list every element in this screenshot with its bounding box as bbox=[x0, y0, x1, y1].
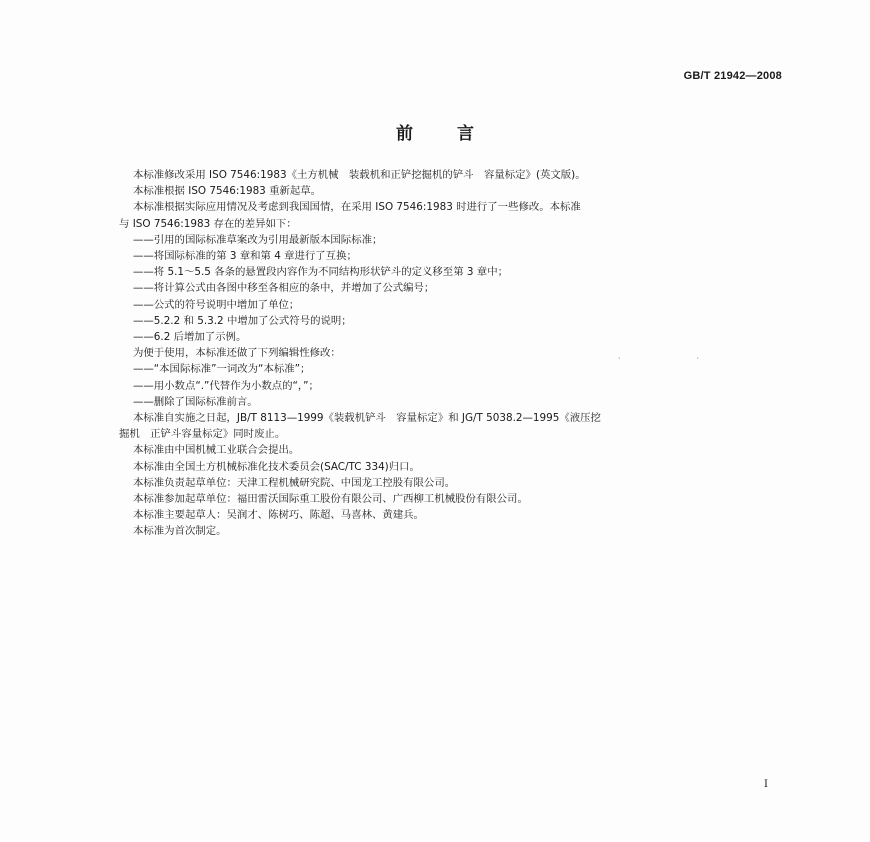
paragraph: ——用小数点“.”代替作为小数点的“，”； bbox=[133, 379, 319, 392]
paragraph: ——将计算公式由各图中移至各相应的条中，并增加了公式编号； bbox=[133, 282, 435, 295]
paragraph: 本标准自实施之日起，JB/T 8113—1999《装载机铲斗 容量标定》和 JG/T 5038.2—1995《液压挖 bbox=[133, 412, 601, 425]
paragraph: ——5.2.2 和 5.3.2 中增加了公式符号的说明； bbox=[133, 314, 352, 327]
paragraph: 本标准由全国土方机械标准化技术委员会(SAC/TC 334)归口。 bbox=[133, 460, 420, 473]
paragraph: ——将 5.1～5.5 各条的悬置段内容作为不同结构形状铲斗的定义移至第 3 章中； bbox=[133, 266, 508, 279]
paragraph: 本标准根据 ISO 7546:1983 重新起草。 bbox=[133, 185, 322, 198]
paragraph: ——“本国际标准”一词改为“本标准”； bbox=[133, 363, 311, 376]
paragraph: ——引用的国际标准草案改为引用最新版本国际标准； bbox=[133, 233, 383, 246]
paragraph: ——公式的符号说明中增加了单位； bbox=[133, 298, 300, 311]
paragraph: 本标准负责起草单位：天津工程机械研究院、中国龙工控股有限公司。 bbox=[133, 476, 456, 489]
paragraph: 为便于使用，本标准还做了下列编辑性修改： bbox=[133, 347, 341, 360]
page-title: 前言 bbox=[396, 124, 518, 144]
paragraph: 本标准根据实际应用情况及考虑到我国国情，在采用 ISO 7546:1983 时进行了一些修改。本标准 bbox=[133, 201, 581, 214]
paragraph: 本标准由中国机械工业联合会提出。 bbox=[133, 444, 300, 457]
page-number: I bbox=[764, 779, 768, 790]
paragraph: 本标准主要起草人：吴润才、陈树巧、陈超、马喜林、黄建兵。 bbox=[133, 509, 424, 522]
paragraph: ——将国际标准的第 3 章和第 4 章进行了互换； bbox=[133, 250, 357, 263]
paragraph: ——6.2 后增加了示例。 bbox=[133, 331, 247, 344]
paragraph: 与 ISO 7546:1983 存在的差异如下： bbox=[119, 217, 297, 230]
paragraph: 掘机 正铲斗容量标定》同时废止。 bbox=[119, 428, 286, 441]
paragraph: 本标准修改采用 ISO 7546:1983《土方机械 装载机和正铲挖掘机的铲斗 容量标定》(英文版)。 bbox=[133, 169, 586, 181]
standard-code: GB/T 21942—2008 bbox=[683, 70, 782, 82]
paragraph: 本标准参加起草单位：福田雷沃国际重工股份有限公司、广西柳工机械股份有限公司。 bbox=[133, 493, 528, 506]
paragraph: ——删除了国际标准前言。 bbox=[133, 395, 258, 408]
scan-artifact-marks: ·· bbox=[618, 354, 776, 363]
paragraph: 本标准为首次制定。 bbox=[133, 525, 227, 538]
